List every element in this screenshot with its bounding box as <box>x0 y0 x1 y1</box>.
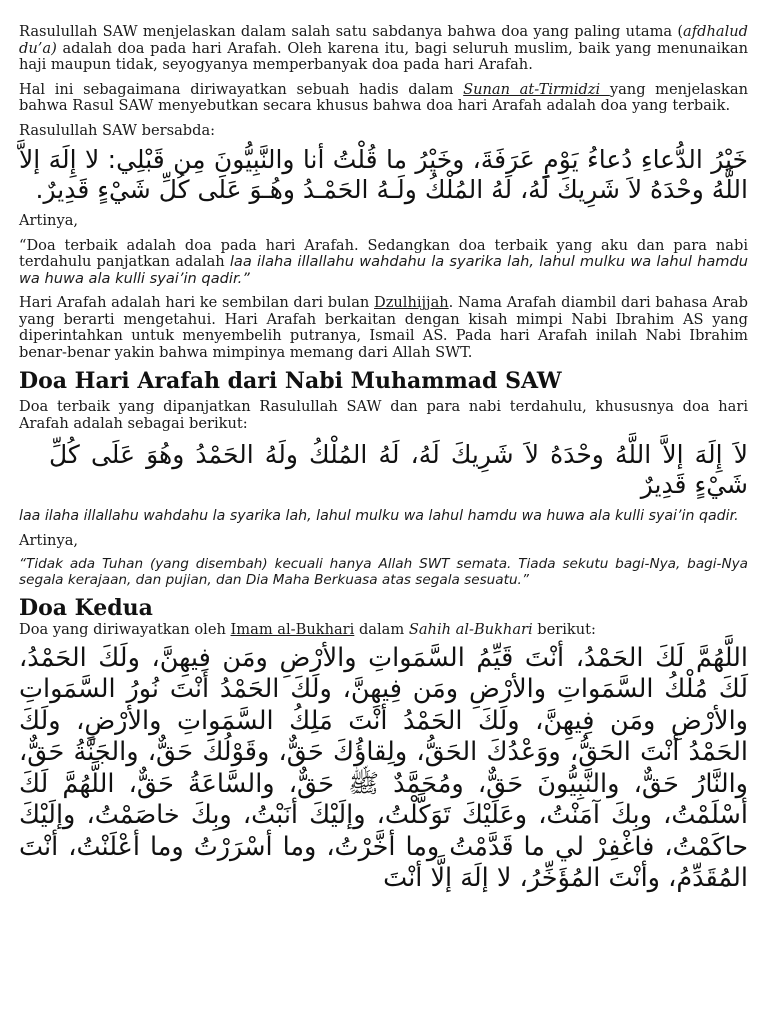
latin-doa-arafah: laa ilaha illallahu wahdahu la syarika lah, lahul mulku wa lahul hamdu wa huwa ala kulli syai’in qadir. <box>19 508 739 524</box>
heading-doa-hari-arafah: Doa Hari Arafah dari Nabi Muhammad SAW <box>19 368 562 394</box>
paragraph-bersabda: Rasulullah SAW bersabda: <box>19 121 216 139</box>
paragraph-section1-intro: Doa terbaik yang dipanjatkan Rasulullah SAW dan para nabi terdahulu, khususnya doa hari Arafah adalah sebagai berikut: <box>19 398 748 432</box>
paragraph-section2-intro <box>19 622 748 639</box>
text: . Nama Arafah diambil dari bahasa Arab yang berarti mengetahui. Hari Arafah berkaitan dengan kisah mimpi Nabi Ibrahim AS yang diperintahkan untuk menyembelih putranya, Ismail AS. Pada hari Arafah inilah Nabi Ibrahim benar-benar yakin bahwa mimpinya memang dari Allah SWT. <box>19 294 748 361</box>
label-artinya: Artinya, <box>19 212 79 229</box>
arabic-doa-arafah: لاَ إِلَهَ إلاَّ اللَّهُ وحْدَهُ لاَ شَرِيكَ لَهُ، لَهُ المُلْكُ ولَهُ الحَمْدُ وهُوَ عَلَى كُلِّ شَيْءٍ قَدِيرٌ <box>49 440 748 499</box>
arabic-doa-kedua: اللَّهُمَّ لَكَ الحَمْدُ، أنْتَ قَيِّمُ السَّمَواتِ والأرْضِ ومَن فِيهِنَّ، ولَكَ الحَمْدُ، لَكَ مُلْكُ السَّمَواتِ والأرْضِ ومَن فِيهِنَّ، ولَكَ الحَمْدُ أنْتَ نُورُ السَّمَواتِ والأرْضِ ومَن فِيهِنَّ، ولَكَ الحَمْدُ أنْتَ مَلِكُ السَّمَواتِ والأرْضِ، ولَكَ الحَمْدُ أنْتَ الحَقُّ، ووَعْدُكَ الحَقُّ، ولِقاؤُكَ حَقٌّ، وقَوْلُكَ حَقٌّ، والجَنَّةُ حَقٌّ، والنَّارُ حَقٌّ، والنَّبِيُّونَ حَقٌّ، ومُحَمَّدٌ ﷺ حَقٌّ، والسَّاعَةُ حَقٌّ، اللَّهُمَّ لَكَ أسْلَمْتُ، وبِكَ آمَنْتُ، وعَلَيْكَ تَوَكَّلْتُ، وإلَيْكَ أنَبْتُ، وبِكَ خاصَمْتُ، وإلَيْكَ حاكَمْتُ، فاغْفِرْ لي ما قَدَّمْتُ وما أخَّرْتُ، وما أسْرَرْتُ وما أعْلَنْتُ، أنْتَ المُقَدِّمُ، وأنْتَ المُؤَخِّرُ، لا إلَهَ إلَّا أنْتَ <box>19 642 748 893</box>
text: Rasulullah SAW menjelaskan dalam salah satu sabdanya bahwa doa yang paling utama ( <box>19 23 684 40</box>
paragraph-hadith-source <box>19 82 748 115</box>
text: Doa yang diriwayatkan oleh <box>19 621 231 638</box>
link-sunan-tirmidzi[interactable]: Sunan at-Tirmidzi <box>463 80 610 98</box>
italic-latin: laa ilaha illallahu wahdahu la syarika lah, lahul mulku wa lahul hamdu wa huwa ala kulli syai’in qadir.” <box>19 253 748 287</box>
text: Hal ini sebagaimana diriwayatkan sebuah hadis dalam <box>19 80 464 98</box>
paragraph-intro <box>19 24 748 74</box>
label-artinya-2: Artinya, <box>19 531 79 549</box>
text: berikut: <box>532 621 596 638</box>
article-body <box>19 24 748 903</box>
heading-doa-kedua: Doa Kedua <box>19 595 153 621</box>
text: yang menjelaskan bahwa Rasul SAW menyebutkan secara khusus bahwa doa hari Arafah adalah doa yang terbaik. <box>19 80 748 114</box>
link-dzulhijjah[interactable]: Dzulhijjah <box>374 294 449 311</box>
italic-book-title: Sahih al-Bukhari <box>408 621 533 638</box>
arabic-hadith: خَيْرُ الدُّعاءِ دُعاءُ يَوْمِ عَرَفَةَ، وخَيْرُ ما قُلْتُ أنا والنَّبِيُّونَ مِن قَبْلِي: لا إِلَهَ إلاَّ اللَّهُ وحْدَهُ لاَ شَرِيكَ لَهُ، لَهُ المُلْكُ ولَـهُ الحَمْـدُ وهُـوَ عَلَى كُلِّ شَيْءٍ قَدِيرٌ. <box>19 145 748 204</box>
paragraph-arafah-day <box>19 295 748 361</box>
text: dalam <box>354 621 409 638</box>
text: adalah doa pada hari Arafah. Oleh karena itu, bagi seluruh muslim, baik yang menunaikan haji maupun tidak, seyogyanya memperbanyak doa pada hari Arafah. <box>19 39 748 73</box>
italic-term: afdhalud du’a) <box>19 23 748 57</box>
translation-doa-arafah: “Tidak ada Tuhan (yang disembah) kecuali hanya Allah SWT semata. Tiada sekutu bagi-Nya, bagi-Nya segala kerajaan, dan pujian, dan Dia Maha Berkuasa atas segala sesuatu.” <box>19 556 748 588</box>
link-imam-bukhari[interactable]: Imam al-Bukhari <box>230 621 355 638</box>
text: Hari Arafah adalah hari ke sembilan dari bulan <box>19 294 374 311</box>
text: “Doa terbaik adalah doa pada hari Arafah. Sedangkan doa terbaik yang aku dan para nabi terdahulu panjatkan adalah <box>19 236 748 270</box>
paragraph-hadith-translation <box>19 238 748 288</box>
